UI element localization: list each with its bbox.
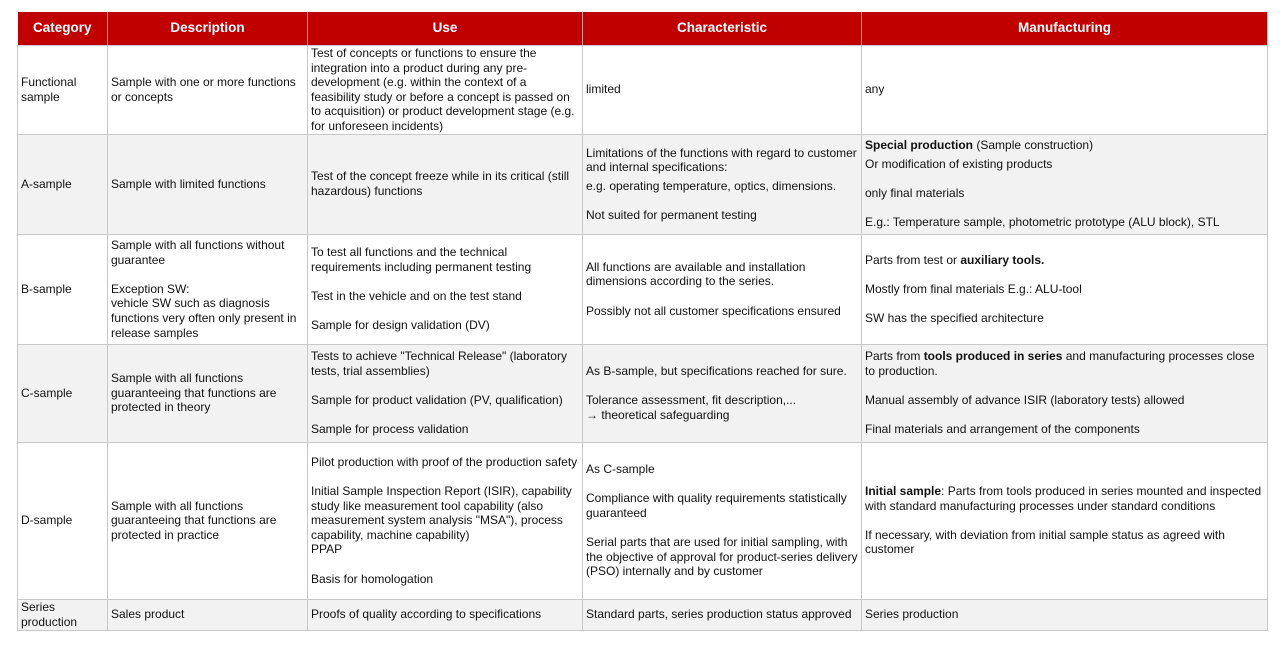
use-text: Test of concepts or functions to ensure the integration into a product during any pre-development (e.g. within the context of a feasibility study or before a concept is passed on to acquisition) or product development stage (e.g. for unforeseen incidents) xyxy=(311,46,575,133)
description-text: Sample with all functions guaranteeing that functions are protected in practice xyxy=(111,498,277,542)
cell-characteristic xyxy=(583,344,862,442)
description-text: Sample with limited functions xyxy=(111,176,266,191)
cell-category xyxy=(18,599,108,630)
cell-description xyxy=(108,234,308,344)
sample-phases-table xyxy=(17,12,1268,631)
cell-manufacturing xyxy=(862,234,1268,344)
category-text: D-sample xyxy=(21,513,73,528)
manufacturing-text: E.g.: Temperature sample, photometric prototype (ALU block), STL xyxy=(865,215,1220,230)
category-text: B-sample xyxy=(21,281,72,296)
characteristic-text: Serial parts that are used for initial sampling, with the objective of approval for product-series delivery (PSO) internally and by customer xyxy=(586,535,858,579)
cell-manufacturing xyxy=(862,46,1268,135)
use-text: Initial Sample Inspection Report (ISIR), capability study like measurement tool capability (also measurement system analysis "MSA"), process capability, machine capability) xyxy=(311,484,572,542)
cell-description xyxy=(108,134,308,234)
characteristic-text: e.g. operating temperature, optics, dimensions. xyxy=(586,178,837,193)
manufacturing-text: Series production xyxy=(865,607,959,622)
characteristic-text: Limitations of the functions with regard to customer and internal specifications: xyxy=(586,145,857,175)
characteristic-text: Standard parts, series production status approved xyxy=(586,607,852,622)
header-description: Description xyxy=(108,12,308,46)
cell-use xyxy=(308,46,583,135)
use-text: Test in the vehicle and on the test stand xyxy=(311,289,522,304)
cell-characteristic xyxy=(583,599,862,630)
description-text: Sample with all functions guaranteeing that functions are protected in theory xyxy=(111,371,277,415)
manufacturing-text xyxy=(865,138,1264,153)
use-text: Test of the concept freeze while in its critical (still hazardous) functions xyxy=(311,169,570,199)
manufacturing-text xyxy=(865,484,1264,513)
use-text: Proofs of quality according to specifications xyxy=(311,607,542,622)
manufacturing-text-prefix: Parts from xyxy=(865,349,924,364)
header-use: Use xyxy=(308,12,583,46)
category-text: Functional sample xyxy=(21,75,77,104)
cell-description xyxy=(108,46,308,135)
manufacturing-text: SW has the specified architecture xyxy=(865,310,1044,325)
description-text: Sample with all functions without guarantee xyxy=(111,237,285,267)
cell-characteristic xyxy=(583,134,862,234)
use-text: Basis for homologation xyxy=(311,571,434,586)
characteristic-text: Not suited for permanent testing xyxy=(586,207,757,222)
manufacturing-text-rest: (Sample construction) xyxy=(973,138,1094,153)
cell-description xyxy=(108,599,308,630)
cell-category xyxy=(18,134,108,234)
cell-manufacturing xyxy=(862,442,1268,599)
cell-use xyxy=(308,134,583,234)
use-text: To test all functions and the technical requirements including permanent testing xyxy=(311,245,532,274)
bold-term: Initial sample xyxy=(865,484,942,499)
cell-characteristic xyxy=(583,234,862,344)
cell-category xyxy=(18,234,108,344)
table-row-a-sample xyxy=(18,134,1268,234)
bold-term: auxiliary tools. xyxy=(960,252,1045,267)
manufacturing-text-prefix: Parts from test or xyxy=(865,252,961,267)
manufacturing-text xyxy=(865,253,1264,268)
manufacturing-text: Manual assembly of advance ISIR (laboratory tests) allowed xyxy=(865,393,1185,408)
category-text: A-sample xyxy=(21,176,72,191)
manufacturing-text-rest: and manufacturing processes close to production. xyxy=(865,349,1255,378)
table-row-d-sample xyxy=(18,442,1268,599)
cell-manufacturing xyxy=(862,134,1268,234)
bold-term: tools produced in series xyxy=(923,349,1063,364)
header-row xyxy=(18,12,1268,46)
characteristic-text: As B-sample, but specifications reached for sure. xyxy=(586,363,847,378)
characteristic-text: As C-sample xyxy=(586,462,655,477)
description-text: Sales product xyxy=(111,607,185,622)
manufacturing-text: Or modification of existing products xyxy=(865,156,1053,171)
manufacturing-text xyxy=(865,349,1264,378)
use-text: PPAP xyxy=(311,542,343,557)
manufacturing-text: Final materials and arrangement of the components xyxy=(865,422,1140,437)
cell-manufacturing xyxy=(862,599,1268,630)
use-text: Pilot production with proof of the production safety xyxy=(311,454,578,469)
table-row-series-production xyxy=(18,599,1268,630)
cell-characteristic xyxy=(583,442,862,599)
use-text: Tests to achieve "Technical Release" (laboratory tests, trial assemblies) xyxy=(311,349,567,378)
description-text: Sample with one or more functions or concepts xyxy=(111,75,296,104)
description-text: vehicle SW such as diagnosis functions very often only present in release samples xyxy=(111,296,297,340)
cell-category xyxy=(18,344,108,442)
use-text: Sample for process validation xyxy=(311,422,469,437)
cell-use xyxy=(308,344,583,442)
cell-description xyxy=(108,344,308,442)
category-text: Series production xyxy=(21,599,78,629)
cell-category xyxy=(18,442,108,599)
description-text: Exception SW: xyxy=(111,281,190,296)
manufacturing-text: If necessary, with deviation from initial sample status as agreed with customer xyxy=(865,527,1225,557)
table-row-functional-sample xyxy=(18,46,1268,135)
bold-term: Special production xyxy=(865,138,974,153)
cell-use xyxy=(308,442,583,599)
manufacturing-text: Mostly from final materials E.g.: ALU-tool xyxy=(865,281,1082,296)
use-text: Sample for design validation (DV) xyxy=(311,318,490,333)
characteristic-text: Tolerance assessment, fit description,... xyxy=(586,393,797,408)
cell-use xyxy=(308,234,583,344)
cell-use xyxy=(308,599,583,630)
table-row-c-sample xyxy=(18,344,1268,442)
cell-characteristic xyxy=(583,46,862,135)
characteristic-text: All functions are available and installation dimensions according to the series. xyxy=(586,259,806,289)
header-manufacturing: Manufacturing xyxy=(862,12,1268,46)
characteristic-text: Compliance with quality requirements statistically guaranteed xyxy=(586,491,847,520)
manufacturing-text: only final materials xyxy=(865,186,965,201)
category-text: C-sample xyxy=(21,385,73,400)
cell-category xyxy=(18,46,108,135)
characteristic-text: → theoretical safeguarding xyxy=(586,407,730,422)
header-category: Category xyxy=(18,12,108,46)
manufacturing-text-rest: : Parts from tools produced in series mounted and inspected with standard manufacturing processes under standard conditions xyxy=(865,484,1262,513)
cell-manufacturing xyxy=(862,344,1268,442)
cell-description xyxy=(108,442,308,599)
manufacturing-text: any xyxy=(865,82,885,97)
table-row-b-sample xyxy=(18,234,1268,344)
characteristic-text: limited xyxy=(586,82,621,97)
characteristic-text: Possibly not all customer specifications ensured xyxy=(586,303,841,318)
header-characteristic: Characteristic xyxy=(583,12,862,46)
use-text: Sample for product validation (PV, qualification) xyxy=(311,393,563,408)
